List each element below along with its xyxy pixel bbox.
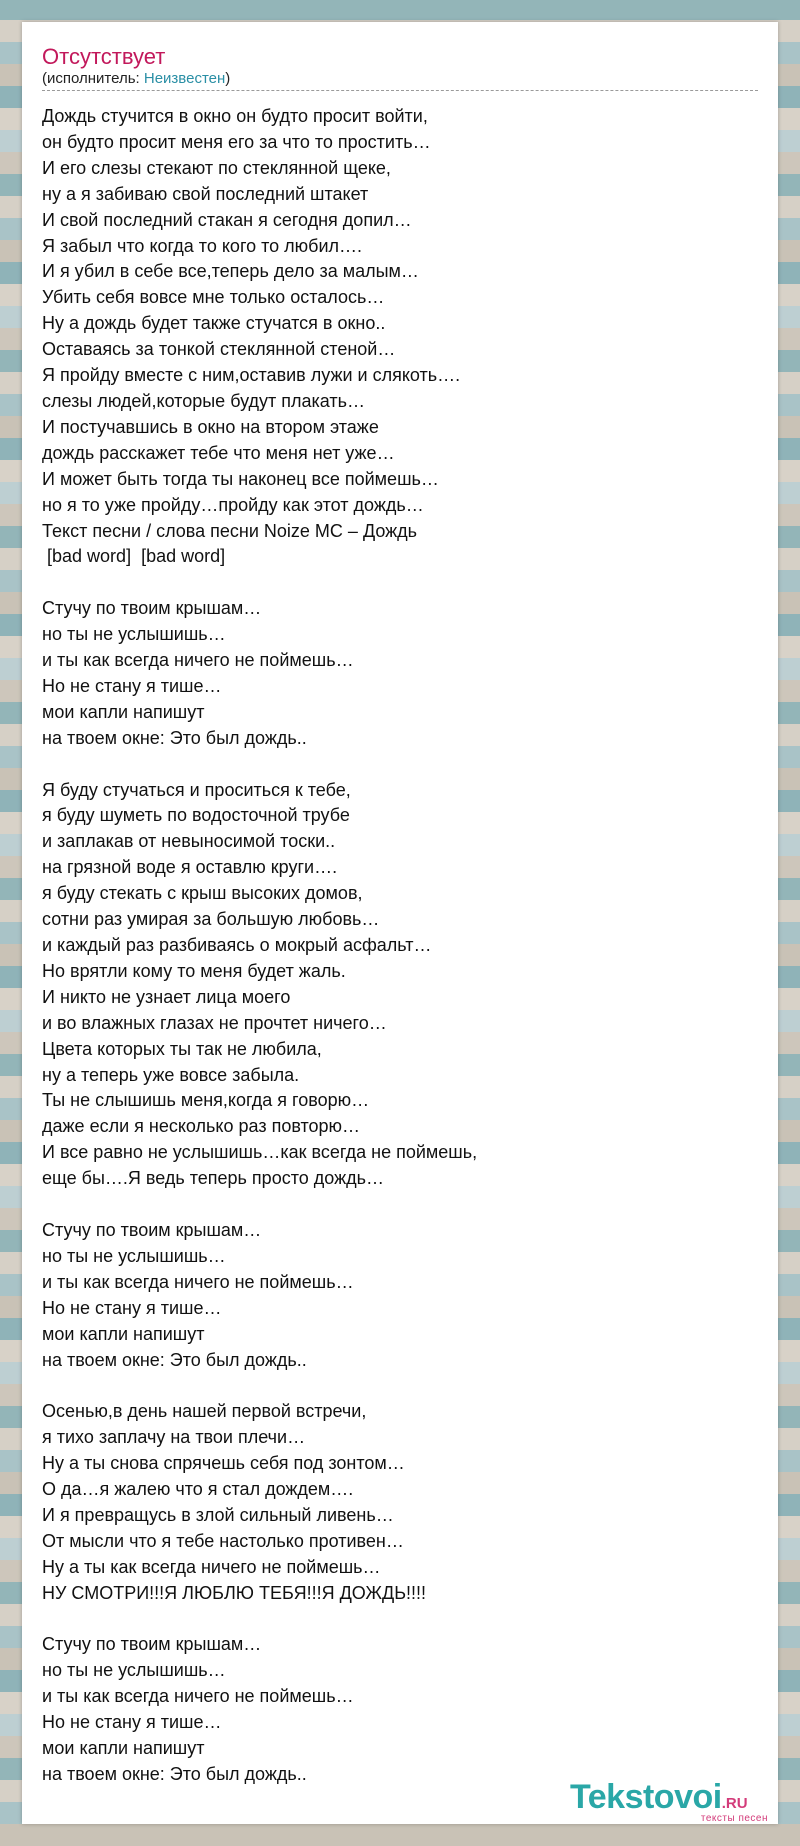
artist-link[interactable]: Неизвестен	[143, 70, 226, 87]
logo-tagline: тексты песен	[700, 1813, 768, 1824]
song-subtitle	[42, 70, 758, 91]
song-header	[42, 44, 758, 91]
lyrics-card	[22, 22, 778, 1824]
subtitle-suffix: )	[225, 70, 231, 87]
song-title: Отсутствует	[42, 44, 166, 69]
lyrics-text: Дождь стучится в окно он будто просит войти, он будто просит меня его за что то простить… И его слезы стекают по стеклянной щеке, ну а я забиваю свой последний штакет И свой последний стакан я сегодня допил… Я забыл что когда то кого то любил…. И я убил в себе все,теперь дело за малым… Убить себя вовсе мне только осталось… Ну а дождь будет также стучатся в окно.. Оставаясь за тонкой стеклянной стеной… Я пройду вместе с ним,оставив лужи и слякоть…. слезы людей,которые будут плакать… И постучавшись в окно на втором этаже дождь расскажет тебе что меня нет уже… И может быть тогда ты наконец все поймешь… но я то уже пройду…пройду как этот дождь… Текст песни / слова песни Noize MC – Дождь [bad word] [bad word] Стучу по твоим крышам… но ты не услышишь… и ты как всегда ничего не поймешь… Но не стану я тише… мои капли напишут на твоем окне: Это был дождь.. Я буду стучаться и проситься к тебе, я буду шуметь по водосточной трубе и заплакав от невыносимой тоски.. на грязной воде я оставлю круги…. я буду стекать с крыш высоких домов, сотни раз умирая за большую любовь… и каждый раз разбиваясь о мокрый асфальт… Но врятли кому то меня будет жаль. И никто не узнает лица моего и во влажных глазах не прочтет ничего… Цвета которых ты так не любила, ну а теперь уже вовсе забыла. Ты не слышишь меня,когда я говорю… даже если я несколько раз повторю… И все равно не услышишь…как всегда не поймешь, еще бы….Я ведь теперь просто дождь… Стучу по твоим крышам… но ты не услышишь… и ты как всегда ничего не поймешь… Но не стану я тише… мои капли напишут на твоем окне: Это был дождь.. Осенью,в день нашей первой встречи, я тихо заплачу на твои плечи… Ну а ты снова спрячешь себя под зонтом… О да…я жалею что я стал дождем…. И я превращусь в злой сильный ливень… От мысли что я тебе настолько противен… Ну а ты как всегда ничего не поймешь… НУ СМОТРИ!!!Я ЛЮБЛЮ ТЕБЯ!!!Я ДОЖДЬ!!!! Стучу по твоим крышам… но ты не услышишь… и ты как всегда ничего не поймешь… Но не стану я тише… мои капли напишут на твоем окне: Это был дождь..	[42, 106, 478, 1784]
logo-main-text: Tekstovoi	[570, 1778, 722, 1816]
site-logo[interactable]	[570, 1778, 796, 1822]
subtitle-prefix: (исполнитель:	[42, 70, 144, 87]
logo-tld: .RU	[721, 1795, 748, 1812]
